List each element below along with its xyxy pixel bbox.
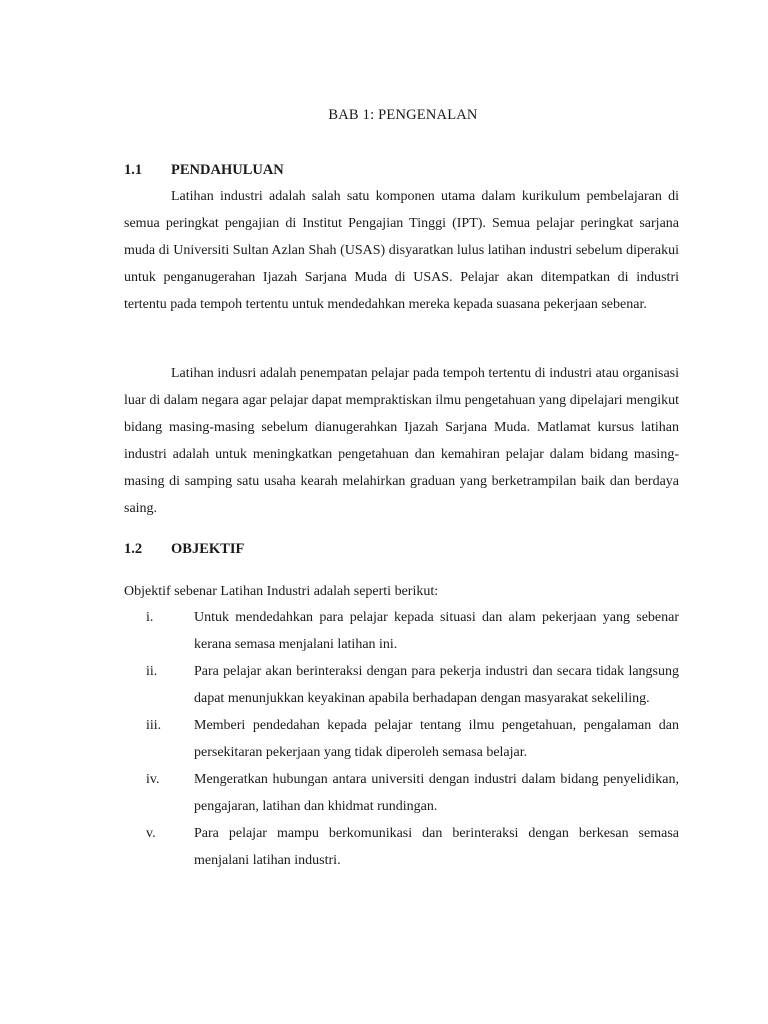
objective-list xyxy=(124,605,679,875)
section-heading-pendahuluan xyxy=(124,162,284,179)
list-item-text: Memberi pendedahan kepada pelajar tentang ilmu pengetahuan, pengalaman dan persekitaran pekerjaan yang tidak diperoleh semasa belajar. xyxy=(194,718,679,760)
section-title: PENDAHULUAN xyxy=(171,162,284,178)
list-item-text: Para pelajar akan berinteraksi dengan para pekerja industri dan secara tidak langsung dapat menunjukkan keyakinan apabila berhadapan dengan masyarakat sekeliling. xyxy=(194,664,679,706)
list-item-text: Mengeratkan hubungan antara universiti dengan industri dalam bidang penyelidikan, pengajaran, latihan dan khidmat rundingan. xyxy=(194,772,679,814)
list-item-number: ii. xyxy=(146,664,158,679)
list-item-number: iv. xyxy=(146,772,160,787)
objective-intro: Objektif sebenar Latihan Industri adalah seperti berikut: xyxy=(124,584,439,599)
list-item-number: i. xyxy=(146,610,154,625)
paragraph-pendahuluan-1: Latihan industri adalah salah satu komponen utama dalam kurikulum pembelajaran di semua peringkat pengajian di Institut Pengajian Tinggi (IPT). Semua pelajar peringkat sarjana muda di Universiti Sultan Azlan Shah (USAS) disyaratkan lulus latihan industri sebelum diperakui untuk penganugerahan Ijazah Sarjana Muda di USAS. Pelajar akan ditempatkan di industri tertentu pada tempoh tertentu untuk mendedahkan mereka kepada suasana pekerjaan sebenar. xyxy=(124,189,679,312)
list-item xyxy=(124,713,679,766)
list-item xyxy=(124,767,679,820)
list-item xyxy=(124,605,679,658)
list-item xyxy=(124,659,679,712)
section-number: 1.1 xyxy=(124,162,143,178)
chapter-title: BAB 1: PENGENALAN xyxy=(328,107,478,123)
section-number: 1.2 xyxy=(124,541,143,557)
list-item xyxy=(124,821,679,874)
list-item-text: Para pelajar mampu berkomunikasi dan berinteraksi dengan berkesan semasa menjalani latihan industri. xyxy=(194,826,679,868)
list-item-number: v. xyxy=(146,826,156,841)
paragraph-pendahuluan-2: Latihan indusri adalah penempatan pelajar pada tempoh tertentu di industri atau organisasi luar di dalam negara agar pelajar dapat mempraktiskan ilmu pengetahuan yang dipelajari mengikut bidang masing-masing sebelum dianugerahkan Ijazah Sarjana Muda. Matlamat kursus latihan industri adalah untuk meningkatkan pengetahuan dan kemahiran pelajar dalam bidang masing-masing di samping satu usaha kearah melahirkan graduan yang berketrampilan baik dan berdaya saing. xyxy=(124,366,679,516)
list-item-number: iii. xyxy=(146,718,162,733)
section-heading-objektif xyxy=(124,541,244,558)
section-title: OBJEKTIF xyxy=(171,541,245,557)
list-item-text: Untuk mendedahkan para pelajar kepada situasi dan alam pekerjaan yang sebenar kerana semasa menjalani latihan ini. xyxy=(194,610,679,652)
